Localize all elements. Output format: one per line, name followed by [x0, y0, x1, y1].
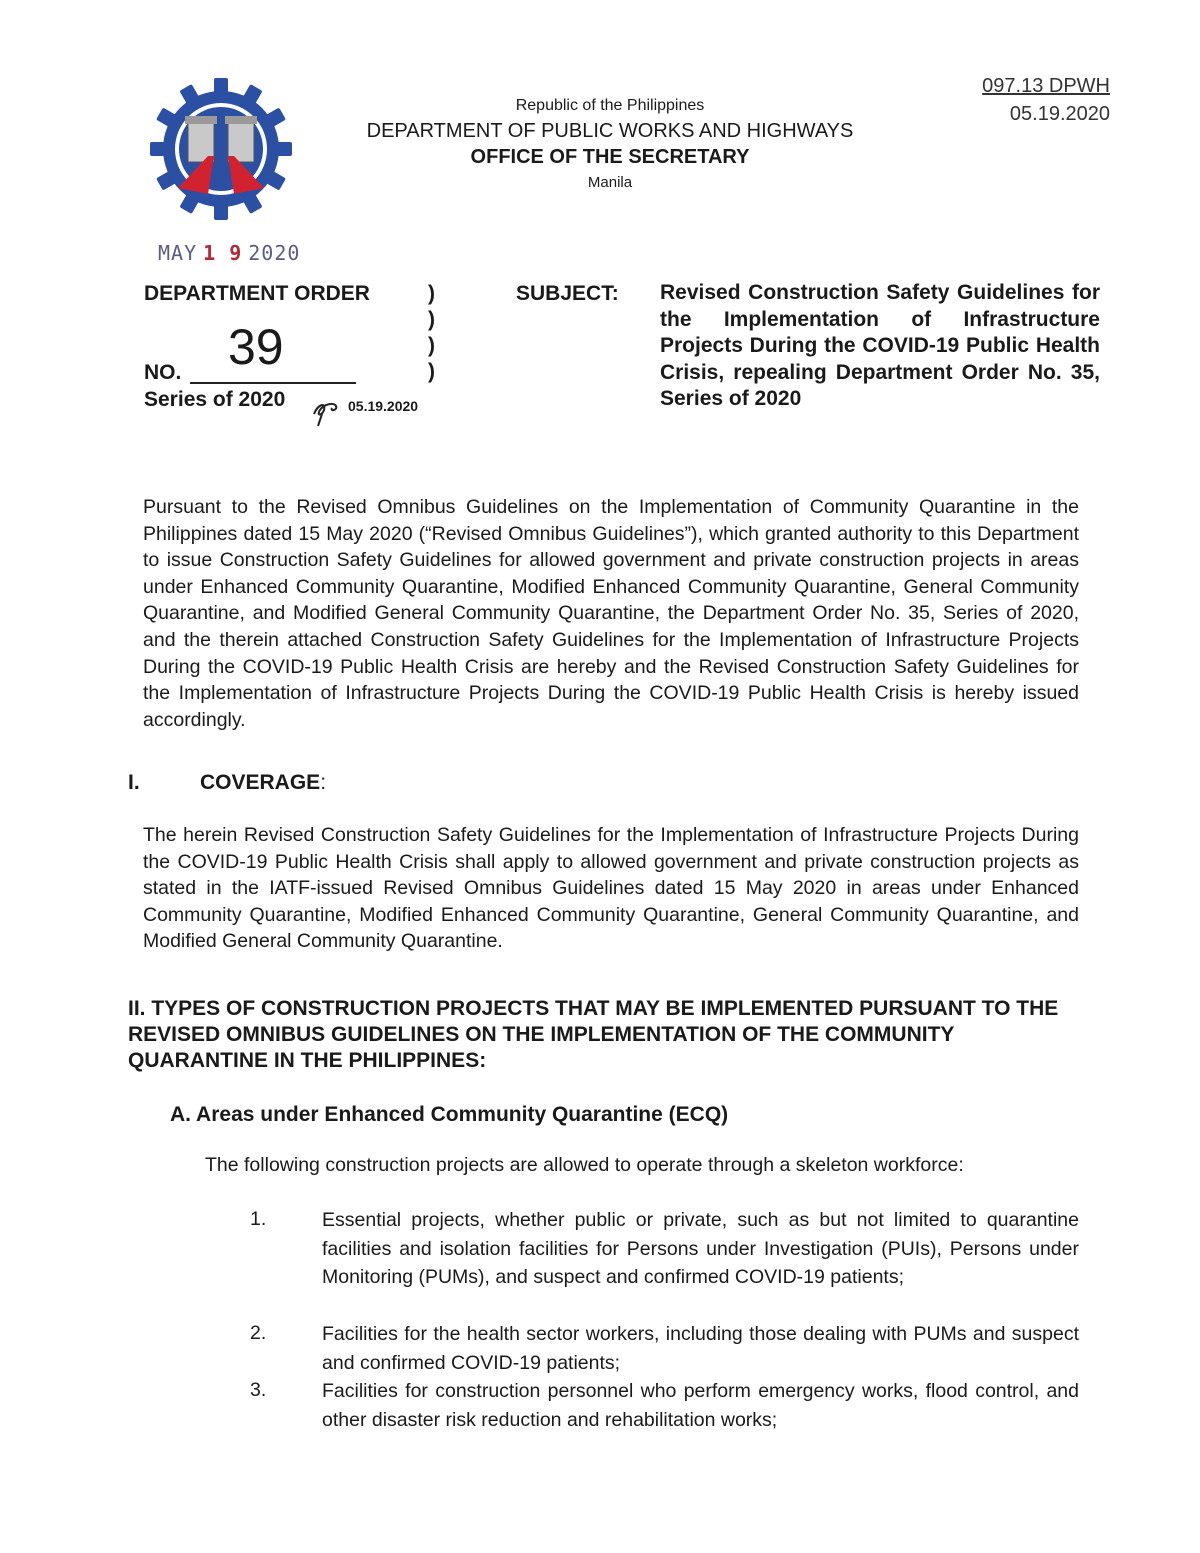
section-number: I. — [128, 771, 140, 794]
coverage-paragraph: The herein Revised Construction Safety Guidelines for the Implementation of Infrastructure Projects During the COVID-19 Public Health Crisis shall apply to allowed government and private construction projects as stated in the IATF-issued Revised Omnibus Guidelines dated 15 May 2020 in areas under Enhanced Community Quarantine, Modified Enhanced Community Quarantine, General Community Quarantine, and Modified General Community Quarantine. — [143, 824, 1079, 953]
reference-date: 05.19.2020 — [1009, 103, 1110, 125]
department-order-label: DEPARTMENT ORDER — [144, 282, 370, 305]
list-item-number: 2. — [250, 1322, 267, 1344]
order-number: 39 — [228, 319, 284, 375]
list-item: Essential projects, whether public or private, such as but not limited to quarantine facilities and isolation facilities for Persons under Investigation (PUIs), Persons under Monitoring (PUMs), and suspect and confirmed COVID-19 patients; — [322, 1209, 1079, 1288]
section-2-title: II. TYPES OF CONSTRUCTION PROJECTS THAT MAY BE IMPLEMENTED PURSUANT TO THE REVISED OMNIBUS GUIDELINES ON THE IMPLEMENTATION OF THE COMMUNITY QUARANTINE IN THE PHILIPPINES: — [128, 997, 1059, 1072]
received-date-stamp — [158, 241, 300, 265]
intro-paragraph: Pursuant to the Revised Omnibus Guidelines on the Implementation of Community Quarantine in the Philippines dated 15 May 2020 (“Revised Omnibus Guidelines”), which granted authority to this Department to issue Construction Safety Guidelines for allowed government and private construction projects in areas under Enhanced Community Quarantine, Modified Enhanced Community Quarantine, General Community Quarantine, and Modified General Community Quarantine, the Department Order No. 35, Series of 2020, and the therein attached Construction Safety Guidelines for the Implementation of Infrastructure Projects During the COVID-19 Public Health Crisis are hereby and the Revised Construction Safety Guidelines for the Implementation of Infrastructure Projects During the COVID-19 Public Health Crisis is hereby issued accordingly. — [143, 496, 1079, 731]
list-item-number: 3. — [250, 1379, 267, 1401]
list-item: Facilities for the health sector workers, including those dealing with PUMs and suspect and confirmed COVID-19 patients; — [322, 1323, 1079, 1374]
reference-block — [960, 72, 1110, 128]
city-name: Manila — [587, 174, 633, 191]
subject-text: Revised Construction Safety Guidelines for the Implementation of Infrastructure Projects During the COVID-19 Public Health Crisis, repealing Department Order No. 35, Series of 2020 — [660, 281, 1100, 410]
office-name: OFFICE OF THE SECRETARY — [470, 146, 750, 168]
bracket-line: ) — [428, 360, 435, 383]
order-no-label: NO. — [144, 361, 182, 384]
subsection-lead: The following construction projects are allowed to operate through a skeleton workforce: — [205, 1154, 964, 1176]
coverage-title: COVERAGE — [200, 771, 321, 794]
coverage-colon: : — [320, 771, 327, 794]
republic-line: Republic of the Philippines — [515, 97, 705, 114]
reference-code: 097.13 DPWH — [982, 75, 1110, 97]
initials-signature — [310, 394, 344, 428]
subject-label: SUBJECT: — [516, 282, 619, 305]
dpwh-logo — [148, 76, 294, 222]
bracket-line: ) — [428, 282, 435, 305]
order-series: Series of 2020 — [144, 388, 286, 411]
stamp-day: 1 9 — [203, 241, 243, 265]
stamp-year: 2020 — [248, 241, 301, 265]
department-name: DEPARTMENT OF PUBLIC WORKS AND HIGHWAYS — [366, 120, 854, 142]
stamp-month: MAY — [158, 241, 198, 265]
subsection-a-title: A. Areas under Enhanced Community Quarantine (ECQ) — [170, 1103, 729, 1126]
initial-date: 05.19.2020 — [348, 398, 419, 414]
section-title — [200, 771, 326, 795]
list-item: Facilities for construction personnel who perform emergency works, flood control, and other disaster risk reduction and rehabilitation works; — [322, 1380, 1079, 1431]
list-item-number: 1. — [250, 1208, 267, 1230]
order-number-underline — [190, 382, 356, 384]
bracket-line: ) — [428, 334, 435, 357]
bracket-line: ) — [428, 308, 435, 331]
